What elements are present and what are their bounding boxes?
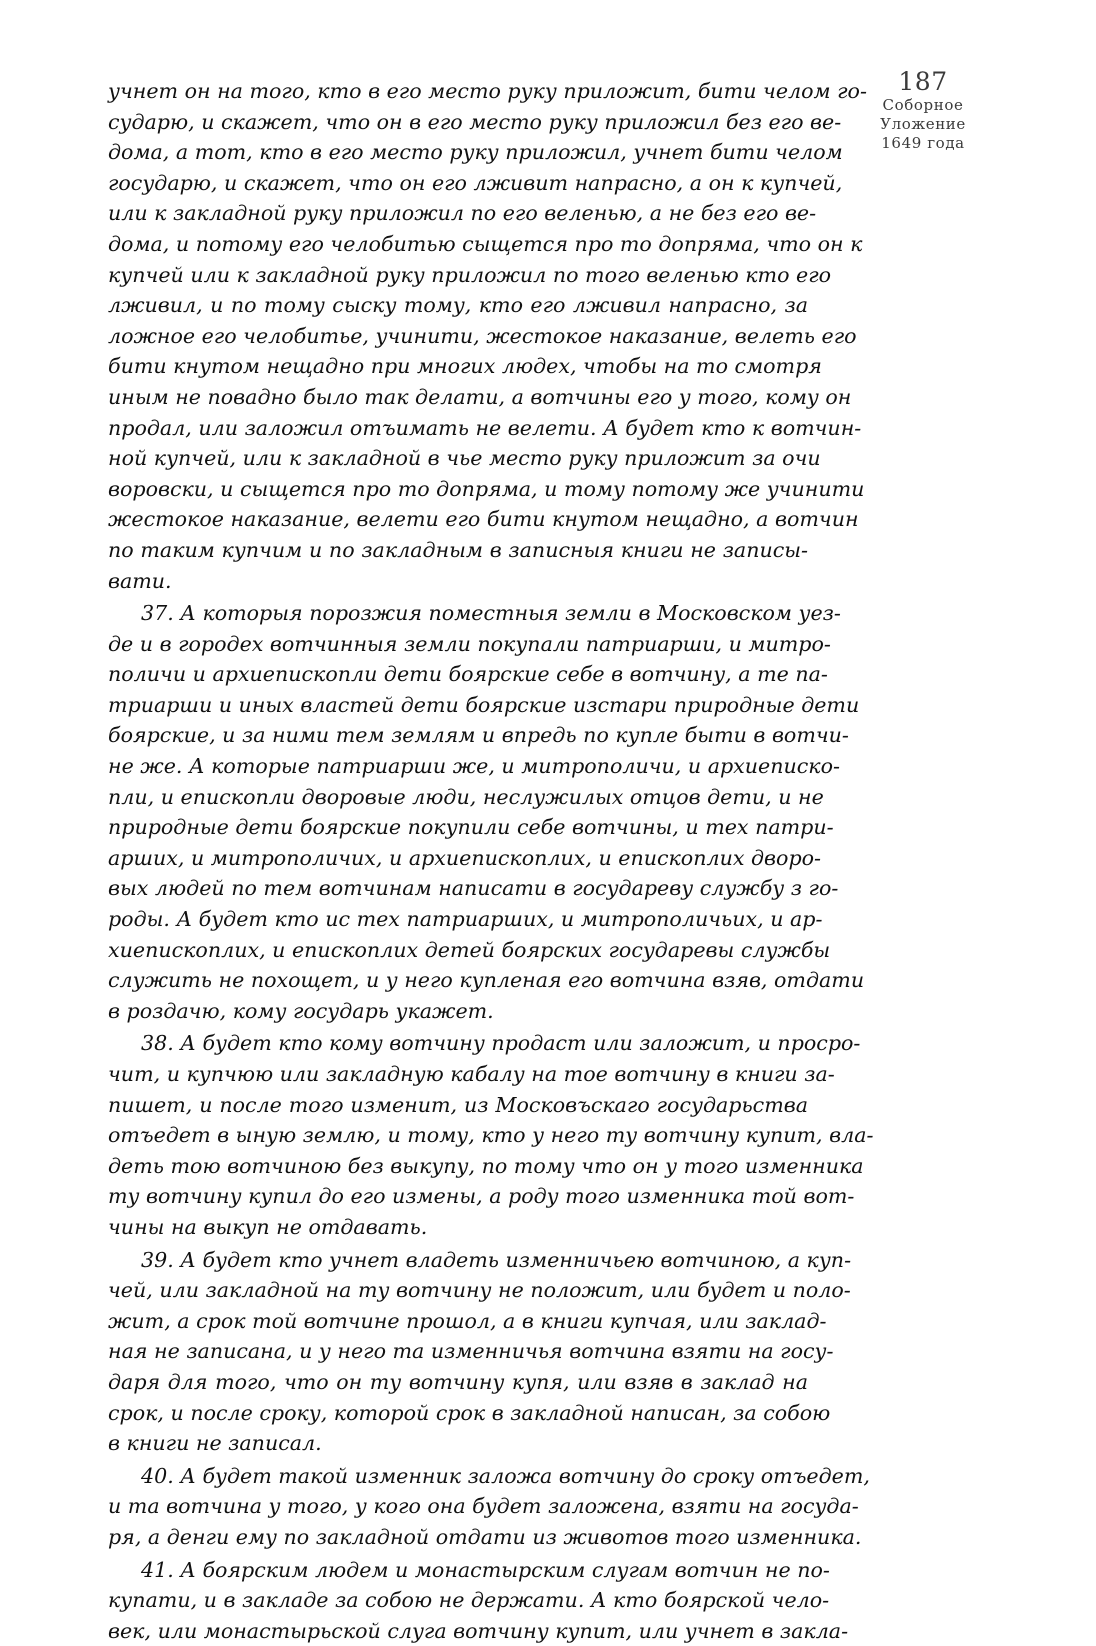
text-line: дома, а тот, кто в его место руку приложил, учнет бити челом [108, 137, 808, 168]
text-line: ря, а денги ему по закладной отдати из животов того изменника. [108, 1522, 808, 1553]
running-head-line: Уложение [858, 115, 988, 134]
text-line: учнет он на того, кто в его место руку приложит, бити челом го- [108, 76, 808, 107]
text-line: ту вотчину купил до его измены, а роду того изменника той вот- [108, 1181, 808, 1212]
text-line: государю, и скажет, что он его лживит напрасно, а он к купчей, [108, 168, 808, 199]
text-line: бити кнутом нещадно при многих людех, чтобы на то смотря [108, 351, 808, 382]
text-line: боярские, и за ними тем землям и впредь по купле быти в вотчи- [108, 720, 808, 751]
text-line: по таким купчим и по закладным в записныя книги не записы- [108, 535, 808, 566]
text-line: иным не повадно было так делати, а вотчины его у того, кому он [108, 382, 808, 413]
text-line: лживил, и по тому сыску тому, кто его лживил напрасно, за [108, 290, 808, 321]
text-line: воровски, и сыщется про то допряма, и тому потому же учинити [108, 474, 808, 505]
text-line: поличи и архиепископли дети боярские себе в вотчину, а те па- [108, 659, 808, 690]
text-line: ная не записана, и у него та изменничья вотчина взяти на госу- [108, 1336, 808, 1367]
text-line: де и в городех вотчинныя земли покупали патриарши, и митро- [108, 629, 808, 660]
text-line: ложное его челобитье, учинити, жестокое наказание, велеть его [108, 321, 808, 352]
text-line: пли, и епископли дворовые люди, неслужилых отцов дети, и не [108, 782, 808, 813]
text-line: в книги не записал. [108, 1428, 808, 1459]
text-line: 40. А будет такой изменник заложа вотчину до сроку отъедет, [108, 1461, 808, 1492]
text-line: в роздачю, кому государь укажет. [108, 996, 808, 1027]
text-line: срок, и после сроку, которой срок в закладной написан, за собою [108, 1398, 808, 1429]
text-line: служить не похощет, и у него купленая его вотчина взяв, отдати [108, 965, 808, 996]
text-line: сударю, и скажет, что он в его место руку приложил без его ве- [108, 107, 808, 138]
text-line: и та вотчина у того, у кого она будет заложена, взяти на госуда- [108, 1491, 808, 1522]
text-line: продал, или заложил отъимать не велети. А будет кто к вотчин- [108, 413, 808, 444]
text-line: 39. А будет кто учнет владеть изменничьею вотчиною, а куп- [108, 1245, 808, 1276]
paragraph [108, 76, 808, 596]
text-line: триарши и иных властей дети боярские изстари природные дети [108, 690, 808, 721]
text-line: арших, и митрополичих, и архиепископлих, и епископлих дворо- [108, 843, 808, 874]
text-line: хиепископлих, и епископлих детей боярских государевы службы [108, 935, 808, 966]
text-line: даря для того, что он ту вотчину купя, или взяв в заклад на [108, 1367, 808, 1398]
text-line: природные дети боярские покупили себе вотчины, и тех патри- [108, 812, 808, 843]
text-line: или к закладной руку приложил по его веленью, а не без его ве- [108, 198, 808, 229]
text-line: дома, и потому его челобитью сыщется про то допряма, что он к [108, 229, 808, 260]
text-line: жестокое наказание, велети его бити кнутом нещадно, а вотчин [108, 504, 808, 535]
paragraph [108, 1461, 808, 1553]
text-line: роды. А будет кто ис тех патриарших, и митрополичьих, и ар- [108, 904, 808, 935]
text-line: деть тою вотчиною без выкупу, по тому что он у того изменника [108, 1151, 808, 1182]
text-line: 37. А которыя порозжия поместныя земли в Московском уез- [108, 598, 808, 629]
text-line: 41. А боярским людем и монастырским слугам вотчин не по- [108, 1555, 808, 1586]
text-line: не же. А которые патриарши же, и митрополичи, и архиеписко- [108, 751, 808, 782]
paragraph [108, 1245, 808, 1459]
text-line: чины на выкуп не отдавать. [108, 1212, 808, 1243]
running-head [858, 68, 988, 153]
paragraph [108, 1028, 808, 1242]
text-line: жит, а срок той вотчине прошол, а в книги купчая, или заклад- [108, 1306, 808, 1337]
text-line: век, или монастырьской слуга вотчину купит, или учнет в закла- [108, 1616, 808, 1646]
text-line: купати, и в закладе за собою не держати. А кто боярской чело- [108, 1585, 808, 1616]
paragraph [108, 598, 808, 1026]
text-line: купчей или к закладной руку приложил по того веленью кто его [108, 260, 808, 291]
text-line: чей, или закладной на ту вотчину не положит, или будет и поло- [108, 1275, 808, 1306]
text-line: чит, и купчюю или закладную кабалу на тое вотчину в книги за- [108, 1059, 808, 1090]
paragraph [108, 1555, 808, 1646]
page-number: 187 [858, 68, 988, 96]
text-line: отъедет в ыную землю, и тому, кто у него ту вотчину купит, вла- [108, 1120, 808, 1151]
text-line: ной купчей, или к закладной в чье место руку приложит за очи [108, 443, 808, 474]
text-line: вых людей по тем вотчинам написати в государеву службу з го- [108, 873, 808, 904]
body-text [108, 76, 808, 1646]
running-head-line: 1649 года [858, 134, 988, 153]
text-line: пишет, и после того изменит, из Московъскаго государьства [108, 1090, 808, 1121]
text-line: 38. А будет кто кому вотчину продаст или заложит, и просро- [108, 1028, 808, 1059]
text-line: вати. [108, 566, 808, 597]
running-head-line: Соборное [858, 96, 988, 115]
